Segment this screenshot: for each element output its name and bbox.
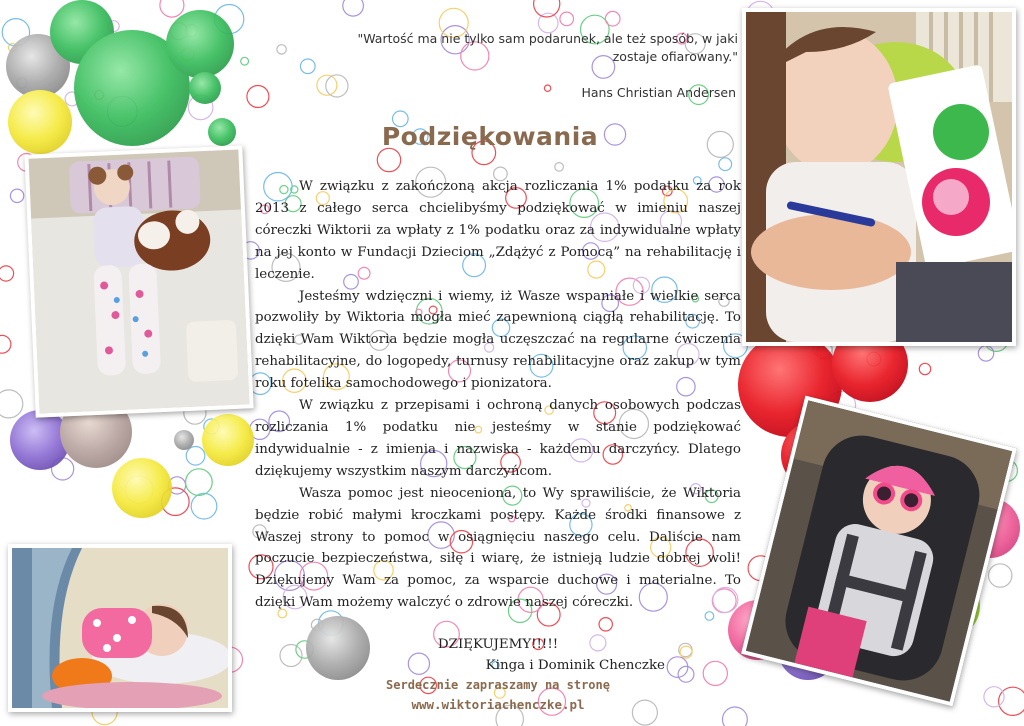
letter-body	[255, 176, 741, 614]
quote-line-1: "Wartość ma nie tylko sam podarunek, ale też sposób, w jaki	[357, 31, 738, 46]
thanks-text: DZIĘKUJEMY!!!!!	[437, 637, 559, 652]
paragraph-4: Wasza pomoc jest nieoceniona, to Wy sprawiliście, że Wiktoria będzie robić małymi kroczkami postępy. Każde środki finansowe z Waszej strony to pomoc w osiągnięciu naszego celu. Daliście nam poczucie bezpieczeństwa, siłę i wiarę, że istnieją ludzie dobrej woli! Dziękujemy Wam za pomoc, za wsparcie duchowe i materialne. To dzięki Wam możemy walczyć o zdrowie naszej córeczki.	[255, 485, 741, 611]
invite-text: Serdecznie zapraszamy na stronę	[386, 678, 610, 692]
photo-girl-with-book-image	[746, 12, 1012, 342]
paragraph-2: Jesteśmy wdzięczni i wiemy, iż Wasze wspaniałe i wielkie serca pozwoliły by Wiktoria mogła mieć zapewnioną ciągłą rehabilitację. To dzięki Wam Wiktoria będzie mogła uczęszczać na regularne ćwiczenia rehabilitacyjne, do logopedy, turnusy rehabilitacyjne oraz zakup w tym roku fotelika samochodowego i pionizatora.	[255, 288, 741, 392]
photo-girl-sleeping	[8, 544, 232, 712]
website-link[interactable]: www.wiktoriachenczke.pl	[411, 697, 585, 712]
paragraph-1: W związku z zakończoną akcja rozliczania 1% podatku za rok 2013 z całego serca chcielibyśmy podziękować w imieniu naszej córeczki Wiktorii za wpłaty z 1% podatku oraz za indywidualne wpłaty na jej konto w Fundacji Dzieciom „Zdążyć z Pomocą” na rehabilitację i leczenie.	[255, 179, 741, 282]
quote-line-2: zostaje ofiarowany."	[612, 49, 738, 64]
photo-girl-with-dog	[24, 145, 253, 417]
paragraph-3: W związku z przepisami i ochroną danych osobowych podczas rozliczania 1% podatku nie jesteśmy w stanie podziękować indywidualnie - z imienia i nazwiska - każdemu darczyńcy. Dlatego dziękujemy wszystkim naszym darczyńcom.	[255, 398, 741, 479]
quote-author: Hans Christian Andersen	[581, 85, 736, 100]
signature: Kinga i Dominik Chenczke	[485, 658, 665, 673]
photo-girl-with-book	[742, 8, 1016, 346]
photo-girl-with-dog-image	[29, 150, 250, 414]
page-title: Podziękowania	[381, 122, 599, 151]
quote	[262, 30, 738, 66]
photo-girl-sleeping-image	[12, 548, 228, 708]
